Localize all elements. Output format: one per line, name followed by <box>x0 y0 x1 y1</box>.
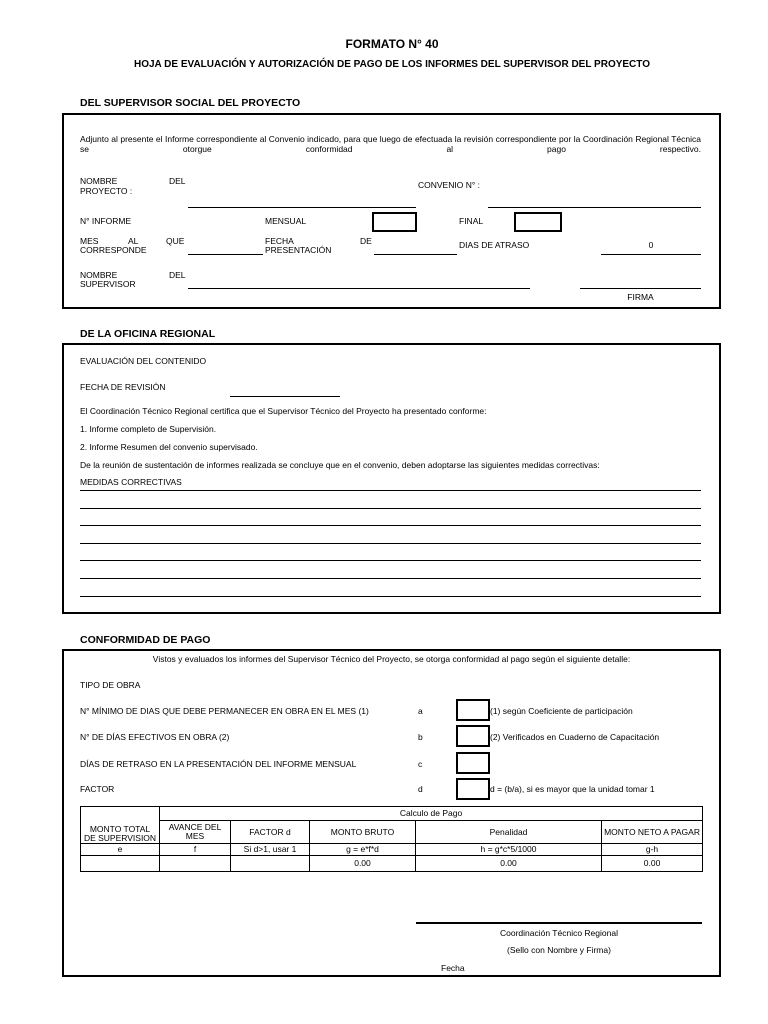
dias-atraso-label: DIAS DE ATRASO <box>459 240 530 250</box>
input-c[interactable] <box>456 752 490 774</box>
tipo-obra-label: TIPO DE OBRA <box>80 680 141 690</box>
dias-atraso-line[interactable] <box>601 254 701 255</box>
final-checkbox[interactable] <box>514 212 562 232</box>
col-penalidad-header: Penalidad <box>416 821 602 844</box>
mes-label-a: MES <box>80 236 99 246</box>
fecha-presentacion-label-a: FECHA <box>265 236 294 246</box>
convenio-label: CONVENIO N° : <box>418 180 480 190</box>
dias-efectivos-label: N° DE DÍAS EFECTIVOS EN OBRA (2) <box>80 732 230 742</box>
col-avance-header: AVANCE DEL MES <box>160 821 231 844</box>
factor-label: FACTOR <box>80 784 115 794</box>
mensual-label: MENSUAL <box>265 216 307 226</box>
value-avance[interactable] <box>160 856 231 872</box>
value-bruto: 0.00 <box>310 856 416 872</box>
input-a[interactable] <box>456 699 490 721</box>
fecha-presentacion-label-b: DE <box>360 236 372 246</box>
value-monto-total[interactable] <box>81 856 160 872</box>
fecha-presentacion-line[interactable] <box>374 254 457 255</box>
dias-retraso-label: DÍAS DE RETRASO EN LA PRESENTACIÓN DEL INFORME MENSUAL <box>80 759 357 769</box>
fecha-revision-label: FECHA DE REVISIÓN <box>80 382 166 392</box>
section-heading-supervisor: DEL SUPERVISOR SOCIAL DEL PROYECTO <box>80 97 301 109</box>
section-heading-oficina: DE LA OFICINA REGIONAL <box>80 328 216 340</box>
fecha-label: Fecha <box>441 963 465 973</box>
mes-label-b: AL <box>128 236 139 246</box>
payment-table <box>80 806 703 872</box>
format-number: FORMATO N° 40 <box>345 37 439 51</box>
conformidad-intro: Vistos y evaluados los informes del Supervisor Técnico del Proyecto, se otorga conformidad al pago según el siguiente detalle: <box>152 654 631 664</box>
medidas-line[interactable] <box>80 596 701 597</box>
firma-line[interactable] <box>580 288 701 289</box>
dias-minimo-label: N° MÍNIMO DE DIAS QUE DEBE PERMANECER EN OBRA EN EL MES (1) <box>80 706 369 716</box>
final-label: FINAL <box>459 216 484 226</box>
nombre-supervisor-label-c: SUPERVISOR <box>80 279 136 289</box>
letter-b: b <box>418 732 423 742</box>
note-cuaderno: (2) Verificados en Cuaderno de Capacitación <box>490 732 660 742</box>
form-subtitle: HOJA DE EVALUACIÓN Y AUTORIZACIÓN DE PAGO DE LOS INFORMES DEL SUPERVISOR DEL PROYECTO <box>133 59 650 70</box>
nombre-proyecto-label-c: PROYECTO : <box>80 186 133 196</box>
letter-d: d <box>418 784 423 794</box>
col-neto-header: MONTO NETO A PAGAR <box>602 821 703 844</box>
medidas-line[interactable] <box>80 508 701 509</box>
input-d[interactable] <box>456 778 490 800</box>
medidas-line[interactable] <box>80 525 701 526</box>
formula-penalidad: h = g*c*5/1000 <box>416 844 602 856</box>
note-coeficiente: (1) según Coeficiente de participación <box>490 706 633 716</box>
calculo-pago-header: Calculo de Pago <box>160 807 703 821</box>
nombre-proyecto-label-b: DEL <box>169 176 186 186</box>
formula-bruto: g = e*f*d <box>310 844 416 856</box>
convenio-line[interactable] <box>488 207 701 208</box>
signature-line[interactable] <box>416 922 702 924</box>
letter-c: c <box>418 759 423 769</box>
nombre-supervisor-label-a: NOMBRE <box>80 270 118 280</box>
fecha-presentacion-label-c: PRESENTACIÓN <box>265 245 332 255</box>
mes-label-d: CORRESPONDE <box>80 245 147 255</box>
mes-label-c: QUE <box>166 236 185 246</box>
formula-factor: Si d>1, usar 1 <box>231 844 310 856</box>
value-neto: 0.00 <box>602 856 703 872</box>
note-factor: d = (b/a), si es mayor que la unidad tomar 1 <box>490 784 655 794</box>
medidas-line[interactable] <box>80 578 701 579</box>
formula-f: f <box>160 844 231 856</box>
evaluacion-contenido: EVALUACIÓN DEL CONTENIDO <box>80 356 207 366</box>
nombre-supervisor-label-b: DEL <box>169 270 186 280</box>
col-monto-total-header: MONTO TOTAL DE SUPERVISION <box>81 807 160 844</box>
section-heading-conformidad: CONFORMIDAD DE PAGO <box>80 634 211 646</box>
item-informe-completo: 1. Informe completo de Supervisión. <box>80 424 217 434</box>
mensual-checkbox[interactable] <box>372 212 417 232</box>
col-factor-header: FACTOR d <box>231 821 310 844</box>
sello-label: (Sello con Nombre y Firma) <box>507 945 611 955</box>
value-penalidad: 0.00 <box>416 856 602 872</box>
formula-e: e <box>81 844 160 856</box>
col-bruto-header: MONTO BRUTO <box>310 821 416 844</box>
informe-label: N° INFORME <box>80 216 132 226</box>
letter-a: a <box>418 706 423 716</box>
input-b[interactable] <box>456 725 490 747</box>
formula-neto: g-h <box>602 844 703 856</box>
medidas-line[interactable] <box>80 543 701 544</box>
fecha-revision-line[interactable] <box>230 396 340 397</box>
coordinacion-label: Coordinación Técnico Regional <box>500 928 618 938</box>
item-informe-resumen: 2. Informe Resumen del convenio supervisado. <box>80 442 258 452</box>
dias-atraso-value: 0 <box>648 240 654 250</box>
medidas-line[interactable] <box>80 560 701 561</box>
supervisor-intro-text: Adjunto al presente el Informe correspondiente al Convenio indicado, para que luego de efectuada la revisión correspondiente por la Coordinación Regional Técnica se otorgue conformidad al pago respectivo. <box>80 134 701 154</box>
value-factor[interactable] <box>231 856 310 872</box>
medidas-line[interactable] <box>80 490 701 491</box>
reunion-text: De la reunión de sustentación de informes realizada se concluye que en el convenio, deben adoptarse las siguientes medidas correctivas: <box>80 460 600 470</box>
medidas-correctivas-label: MEDIDAS CORRECTIVAS <box>80 477 182 487</box>
nombre-supervisor-line[interactable] <box>188 288 530 289</box>
nombre-proyecto-label-a: NOMBRE <box>80 176 118 186</box>
certifica-text: El Coordinación Técnico Regional certifica que el Supervisor Técnico del Proyecto ha presentado conforme: <box>80 406 487 416</box>
firma-label: FIRMA <box>627 292 654 302</box>
mes-corresponde-line[interactable] <box>188 254 263 255</box>
nombre-proyecto-line[interactable] <box>188 207 416 208</box>
